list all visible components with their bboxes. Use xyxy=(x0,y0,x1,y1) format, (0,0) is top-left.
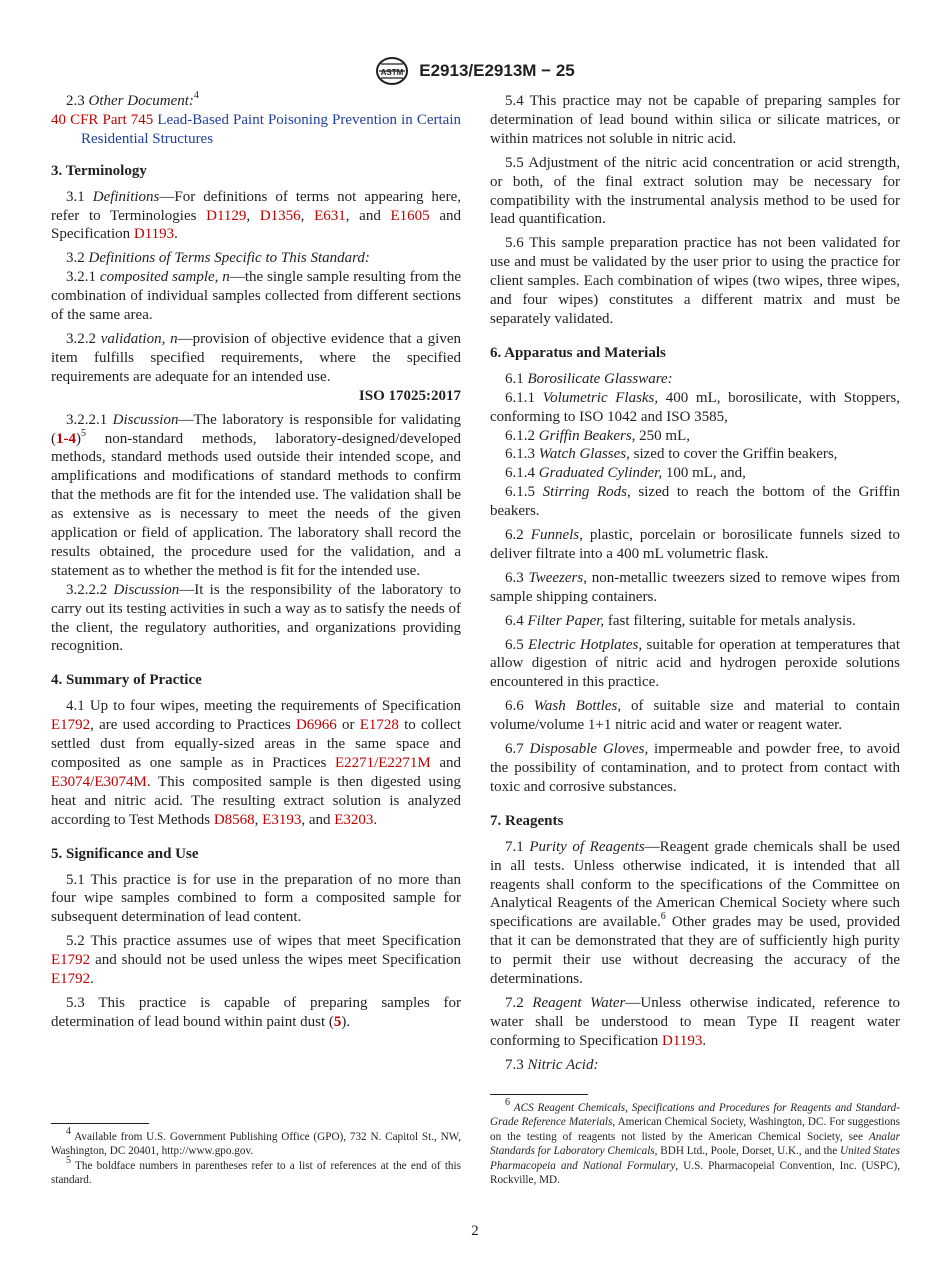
section-3-2-1: 3.2.1 composited sample, n—the single sample resulting from the combination of individual samples collected from different sections of the same area. xyxy=(51,269,461,324)
section-6-5: 6.5 Electric Hotplates, suitable for operation at temperatures that allow digestion of nitric acid and hydrogen peroxide solutions encountered in this practice. xyxy=(490,636,900,691)
section-6-7: 6.7 Disposable Gloves, impermeable and powder free, to avoid the possibility of contamination, and to protect from contact with toxic and corrosive substances. xyxy=(490,741,900,795)
section-6-1-4: 6.1.4 Graduated Cylinder, 100 mL, and, xyxy=(505,465,746,482)
section-6-1-3: 6.1.3 Watch Glasses, sized to cover the Griffin beakers, xyxy=(505,446,838,463)
section-6-1: 6.1 Borosilicate Glassware: xyxy=(505,370,673,387)
section-6-6: 6.6 Wash Bottles, of suitable size and material to contain volume/volume 1+1 nitric acid and water or reagent water. xyxy=(490,698,900,734)
ref-d6966-link[interactable]: D6966 xyxy=(295,717,337,734)
section-6-2: 6.2 Funnels, plastic, porcelain or borosilicate funnels sized to deliver filtrate into a 400 mL volumetric flask. xyxy=(490,527,901,562)
section-5-heading: 5. Significance and Use xyxy=(51,845,199,862)
section-4-heading: 4. Summary of Practice xyxy=(51,672,202,689)
section-6-1-2: 6.1.2 Griffin Beakers, 250 mL, xyxy=(505,427,690,444)
section-5-6: 5.6 This sample preparation practice has not been validated for use and must be validated by the user prior to using the practice for client samples. Each combination of wipes (two wipes, three wipes, and four wipes) constitutes a different matrix and must be separately validated. xyxy=(490,235,900,327)
section-6-3: 6.3 Tweezers, non-metallic tweezers sized to remove wipes from sample shipping containers. xyxy=(490,569,900,605)
ref-d1193-link[interactable]: D1193 xyxy=(662,1032,703,1049)
section-3-2-2-2: 3.2.2.2 Discussion—It is the responsibility of the laboratory to carry out its testing activities in such a way as to satisfy the needs of the client, the regulatory authorities, and organizations providing recognition. xyxy=(51,581,461,655)
section-3-heading: 3. Terminology xyxy=(51,162,147,179)
section-5-4: 5.4 This practice may not be capable of preparing samples for determination of lead bound within silica or silicate matrices, or within matrices not soluble in nitric acid. xyxy=(490,93,900,147)
iso-reference: ISO 17025:2017 xyxy=(358,387,461,404)
section-6-heading: 6. Apparatus and Materials xyxy=(490,344,666,361)
page-number: 2 xyxy=(471,1223,479,1239)
ref-e3193-link[interactable]: E3193 xyxy=(262,811,302,828)
footnote-4: $^4$ Available from U.S. Government Publishing Office (GPO), 732 N. Capitol St., NW, Washington, DC 20401, http://www.gpo.gov. xyxy=(51,1126,461,1158)
section-2-3: 2.3 Other Document:$^4$ xyxy=(66,90,199,109)
section-7-heading: 7. Reagents xyxy=(490,812,564,829)
ref-e1792-link[interactable]: E1792 xyxy=(51,971,91,988)
ref-e3203-link[interactable]: E3203 xyxy=(334,811,374,828)
ref-e1792-link[interactable]: E1792 xyxy=(51,717,91,734)
ref-e1605-link[interactable]: E1605 xyxy=(390,207,430,224)
cfr-link[interactable]: 40 CFR Part 745 xyxy=(51,111,154,128)
ref-5-link[interactable]: 5 xyxy=(333,1013,342,1030)
ref-e2271-link[interactable]: E2271/E2271M xyxy=(334,755,431,771)
cfr-reference xyxy=(51,111,461,149)
section-6-1-5: 6.1.5 Stirring Rods, sized to reach the bottom of the Griffin beakers. xyxy=(490,484,900,520)
section-5-1: 5.1 This practice is for use in the preparation of no more than four wipe samples combined to form a composited sample for subsequent determination of lead content. xyxy=(51,871,461,926)
right-column xyxy=(490,92,900,1080)
standard-designation: E2913/E2913M − 25 xyxy=(419,61,575,80)
astm-logo-icon xyxy=(375,56,409,86)
section-7-1: 7.1 Purity of Reagents—Reagent grade chemicals shall be used in all tests. Unless otherwise indicated, it is intended that all reagents shall conform to the specifications of the Committee on Analytical Reagents of the American Chemical Society where such specifications are available.$^6$ Other grades may be used, provided that it can be demonstrated that they are of sufficiently high purity to permit their use without decreasing the accuracy of the determinations. xyxy=(490,838,900,988)
ref-e631-link[interactable]: E631 xyxy=(314,207,346,224)
footnote-divider xyxy=(51,1123,149,1124)
footnote-6: $^6$ ACS Reagent Chemicals, Specifications and Procedures for Reagents and Standard-Grade Reference Materials, American Chemical Society, Washington, DC. For suggestions on the testing of reagents not listed by the American Chemical Society, see Analar Standards for Laboratory Chemicals, BDH Ltd., Poole, Dorset, U.K., and the United States Pharmacopeia and National Formulary, U.S. Pharmacopeial Convention, Inc. (USPC), Rockville, MD. xyxy=(490,1097,900,1187)
ref-d1356-link[interactable]: D1356 xyxy=(259,207,301,224)
section-5-2: 5.2 This practice assumes use of wipes that meet Specification E1792 and should not be used unless the wipes meet Specification E1792. xyxy=(51,933,461,988)
section-3-2-2: 3.2.2 validation, n—provision of objective evidence that a given item fulfills specified requirements, where the specified requirements are adequate for an intended use. xyxy=(51,330,461,385)
section-5-5: 5.5 Adjustment of the nitric acid concentration or acid strength, or both, of the final extract solution may be necessary for compatibility with the instrumental analysis method to be used for lead quantification. xyxy=(490,154,900,228)
footnote-5: $^5$ The boldface numbers in parentheses refer to a list of references at the end of this standard. xyxy=(51,1155,461,1187)
cfr-title-link[interactable]: Lead-Based Paint Poisoning Prevention in Certain Residential Structures xyxy=(81,111,461,147)
section-3-2: 3.2 Definitions of Terms Specific to This Standard: xyxy=(66,250,370,267)
section-3-2-2-1: 3.2.2.1 Discussion—The laboratory is responsible for validating $(1-4)^5$ non-standard methods, laboratory-designed/developed methods, standard methods used outside their intended scope, and amplifications and modifications of standard methods to confirm that the methods are fit for the intended use. The validation shall be as extensive as is necessary to meet the needs of the given application or field of application. The laboratory shall record the results obtained, the procedure used for the validation, and a statement as to whether the method is fit for the intended use. xyxy=(51,411,461,579)
ref-1-4-link[interactable]: 1-4 xyxy=(56,430,76,447)
section-6-4: 6.4 Filter Paper, fast filtering, suitable for metals analysis. xyxy=(505,612,856,629)
ref-e3074-link[interactable]: E3074/E3074M xyxy=(51,773,147,790)
section-6-1-1: 6.1.1 Volumetric Flasks, 400 mL, borosilicate, with Stoppers, conforming to ISO 1042 and ISO 3585, xyxy=(490,389,900,425)
ref-e1792-link[interactable]: E1792 xyxy=(51,952,91,969)
ref-d1193-link[interactable]: D1193 xyxy=(133,226,175,243)
ref-d8568-link[interactable]: D8568 xyxy=(213,811,255,828)
svg-text:ASTM: ASTM xyxy=(380,68,404,77)
footnote-divider xyxy=(490,1094,588,1095)
section-7-2: 7.2 Reagent Water—Unless otherwise indicated, reference to water shall be understood to mean Type II reagent water conforming to Specification D1193. xyxy=(490,994,900,1049)
right-footnotes xyxy=(490,1094,900,1187)
left-column xyxy=(51,92,461,1037)
section-7-3: 7.3 Nitric Acid: xyxy=(505,1056,599,1073)
ref-d1129-link[interactable]: D1129 xyxy=(206,207,247,224)
left-footnotes xyxy=(51,1123,461,1188)
section-4-1: 4.1 Up to four wipes, meeting the requirements of Specification E1792, are used according to Practices D6966 or E1728 to collect settled dust from equally-sized areas in the same space and composited as one sample as in Practices E2271/E2271M and E3074/E3074M. This composited sample is then digested using heat and nitric acid. The resulting extract solution is analyzed according to Test Methods D8568, E3193, and E3203. xyxy=(51,698,461,828)
section-5-3: 5.3 This practice is capable of preparing samples for determination of lead bound within paint dust (5). xyxy=(51,994,461,1030)
ref-e1728-link[interactable]: E1728 xyxy=(359,717,399,734)
page-header xyxy=(0,56,950,86)
section-3-1: 3.1 Definitions—For definitions of terms not appearing here, refer to Terminologies D1129, D1356, E631, and E1605 and Specification D1193. xyxy=(51,188,461,243)
